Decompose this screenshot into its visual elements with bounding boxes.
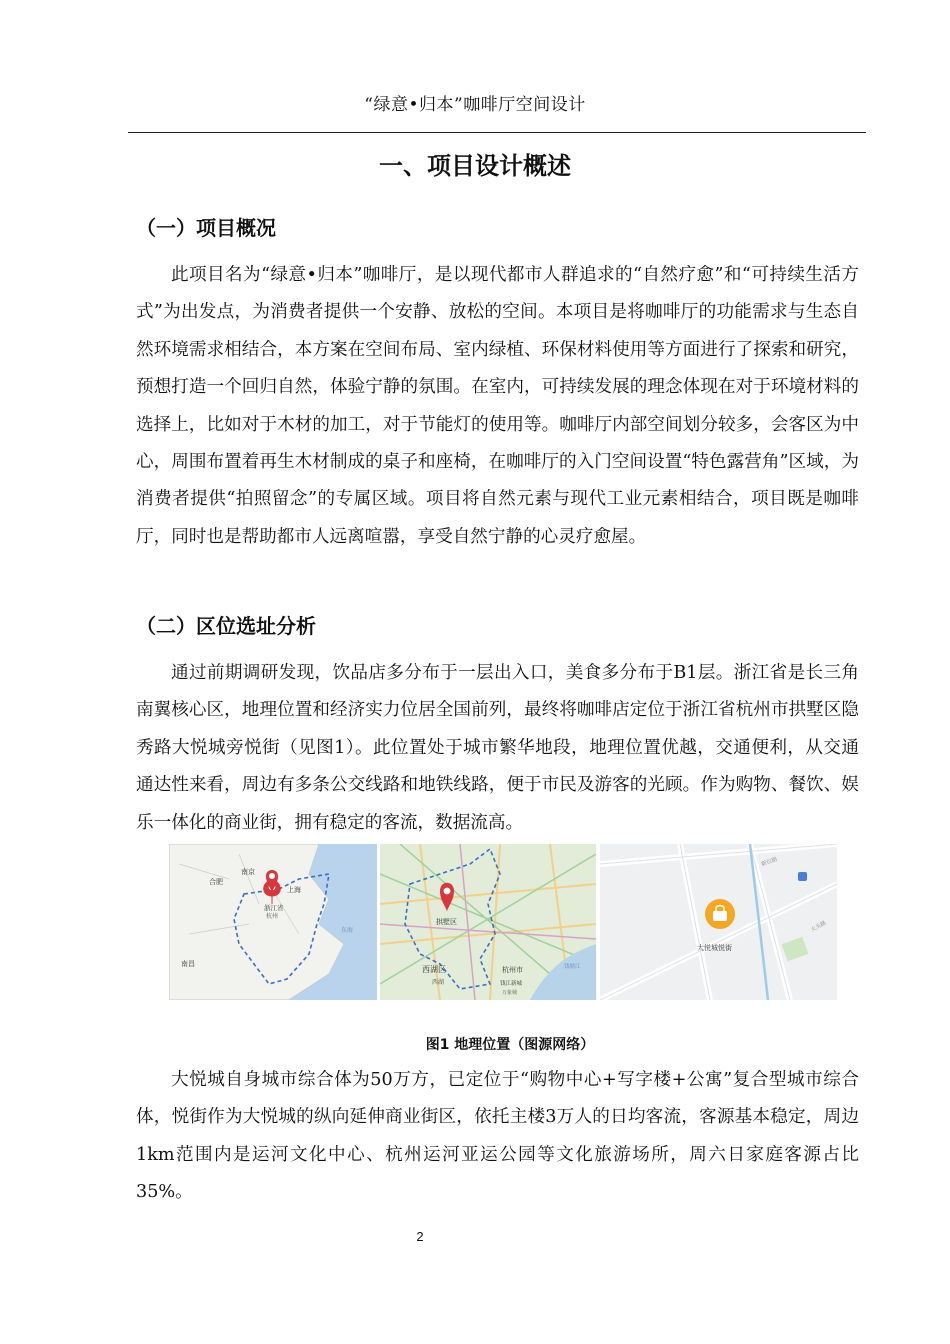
map2-label-qiantang: 钱塘江 <box>564 964 581 970</box>
map1-label-hangzhou: 杭州 <box>266 913 279 920</box>
map2-label-gongshu: 拱墅区 <box>436 918 457 926</box>
shopping-bag-icon <box>705 899 735 929</box>
map1-label-east-sea: 东海 <box>341 927 354 934</box>
map1-label-nanchang: 南昌 <box>181 960 195 968</box>
complex-paragraph: 大悦城自身城市综合体为50万方，已定位于“购物中心+写字楼+公寓”复合型城市综合体，悦街作为大悦城的纵向延伸商业街区，依托主楼3万人的日均客流，客源基本稳定，周边1km范围内是运河文化中心、杭州运河亚运公园等文化旅游场所，周六日家庭客源占比35%。 <box>136 1070 859 1203</box>
chapter-title: 一、项目设计概述 <box>379 152 571 180</box>
section-title-location: （二）区位选址分析 <box>136 614 316 638</box>
map1-label-shanghai: 上海 <box>287 886 301 894</box>
map2-label-mall: 万象城 <box>502 990 518 996</box>
map3-label-road1: 新位路 <box>760 856 779 868</box>
metro-icon <box>798 872 807 881</box>
map3-label-poi: 大悦城悦街 <box>697 944 732 952</box>
figure-caption: 图1 地理位置（图源网络） <box>425 1037 595 1053</box>
map2-label-xihu-district: 西湖区 <box>422 965 446 974</box>
regional-map <box>169 844 377 1000</box>
map1-label-nanjing: 南京 <box>241 868 255 876</box>
header-divider <box>128 132 866 133</box>
figure-maps <box>169 844 837 1000</box>
overview-paragraph: 此项目名为“绿意•归本”咖啡厅，是以现代都市人群追求的“自然疗愈”和“可持续生活方式”为出发点，为消费者提供一个安静、放松的空间。本项目是将咖啡厅的功能需求与生态自然环境需求相结合，本方案在空间布局、室内绿植、环保材料使用等方面进行了探索和研究，预想打造一个回归自然，体验宁静的氛围。在室内，可持续发展的理念体现在对于环境材料的选择上，比如对于木材的加工，对于节能灯的使用等。咖啡厅内部空间划分较多，会客区为中心，周围布置着再生木材制成的桌子和座椅，在咖啡厅的入门空间设置“特色露营角”区域，为消费者提供“拍照留念”的专属区域。项目将自然元素与现代工业元素相结合，项目既是咖啡厅，同时也是帮助都市人远离喧嚣，享受自然宁静的心灵疗愈屋。 <box>136 265 859 547</box>
city-map <box>380 844 596 1000</box>
map2-label-hangzhou-city: 杭州市 <box>502 966 523 974</box>
map3-label-road2: 大关路 <box>810 920 828 934</box>
map1-label-zhejiang: 浙江省 <box>264 904 284 912</box>
section-title-overview: （一）项目概况 <box>136 216 276 240</box>
running-header: “绿意•归本”咖啡厅空间设计 <box>364 95 586 115</box>
map1-label-hefei: 合肥 <box>209 878 223 886</box>
page-number: 2 <box>416 1229 424 1244</box>
map2-label-xihu: 西湖 <box>432 979 445 986</box>
street-map <box>600 844 837 1000</box>
map2-label-qianjiang: 钱江新城 <box>500 981 523 987</box>
location-paragraph: 通过前期调研发现，饮品店多分布于一层出入口，美食多分布于B1层。浙江省是长三角南翼核心区，地理位置和经济实力位居全国前列，最终将咖啡店定位于浙江省杭州市拱墅区隐秀路大悦城旁悦街（见图1）。此位置处于城市繁华地段，地理位置优越，交通便利，从交通通达性来看，周边有多条公交线路和地铁线路，便于市民及游客的光顾。作为购物、餐饮、娱乐一体化的商业街，拥有稳定的客流，数据流高。 <box>136 663 859 833</box>
